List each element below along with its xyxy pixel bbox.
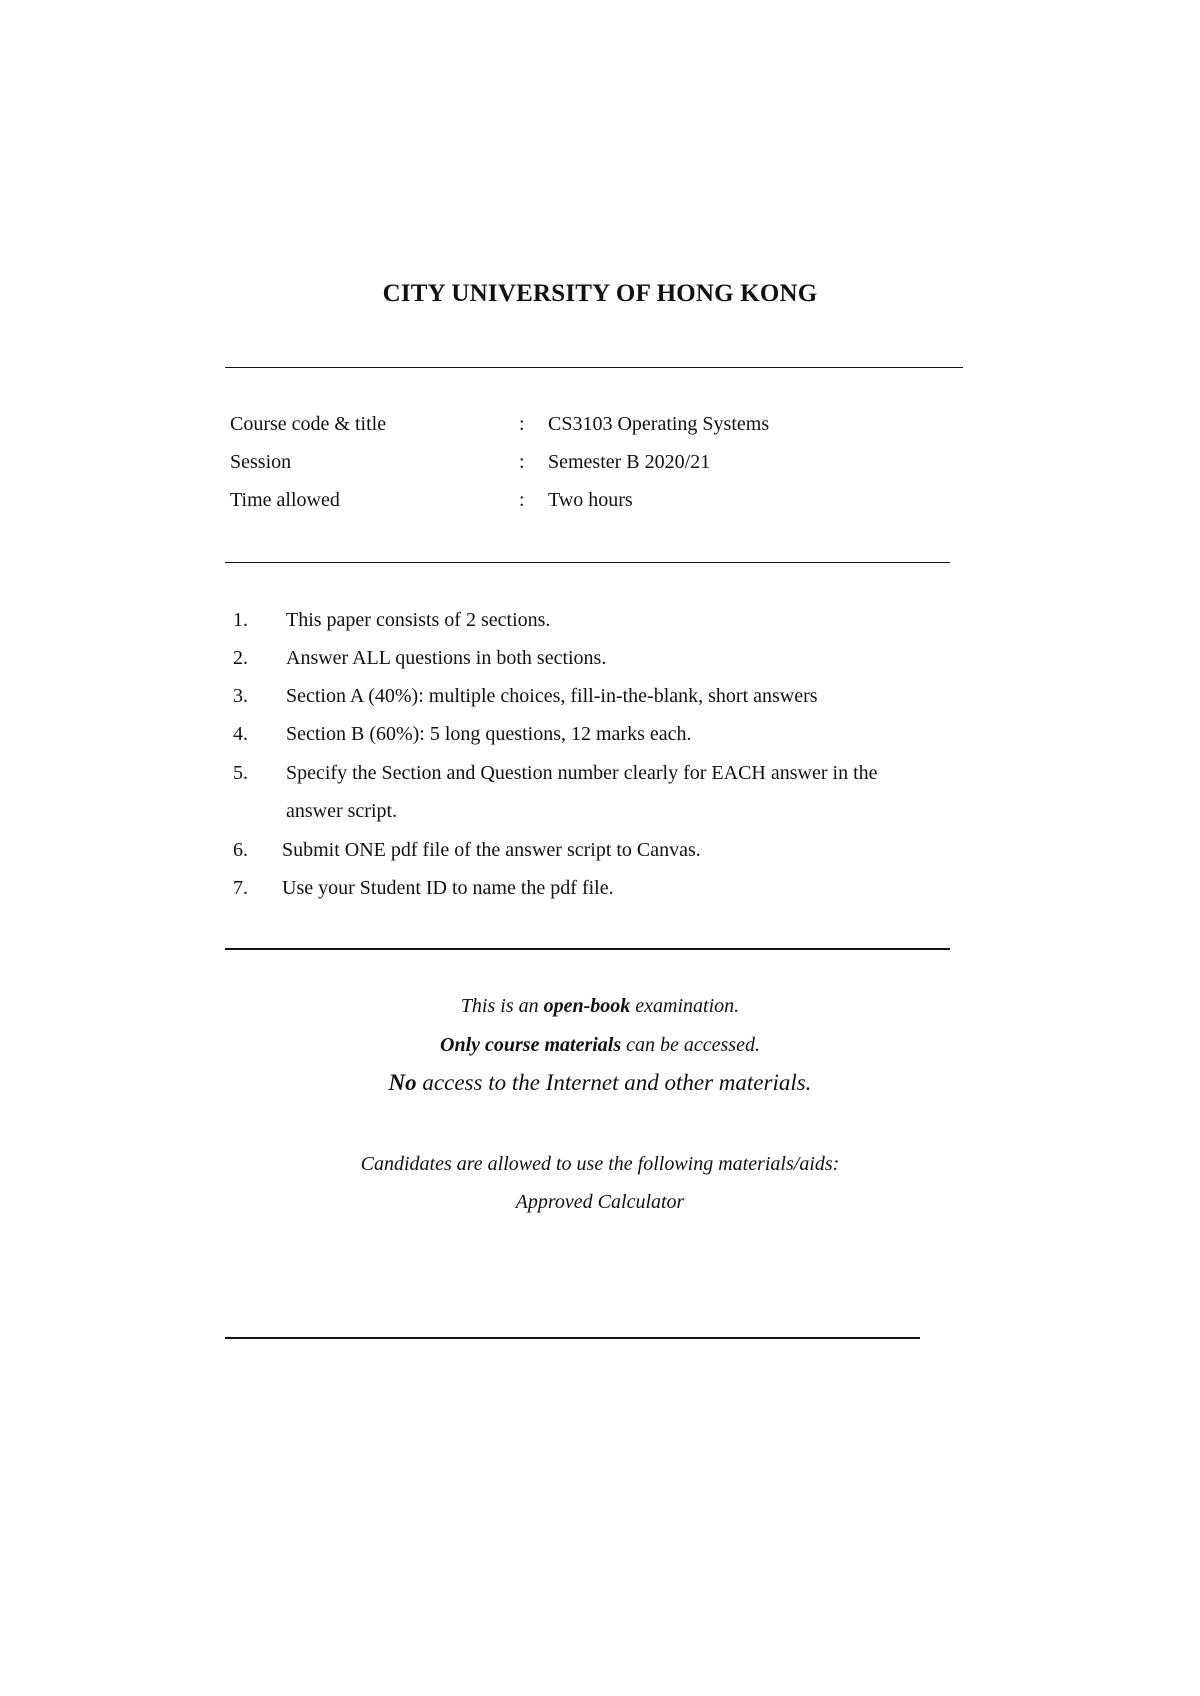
divider-line — [225, 1337, 920, 1339]
notice-text: can be accessed. — [621, 1034, 760, 1056]
notice-emphasis: Only course materials — [440, 1034, 622, 1056]
info-row-time — [0, 485, 1200, 515]
instruction-text: This paper consists of 2 sections. — [286, 609, 551, 631]
info-label: Session — [230, 451, 292, 473]
notice-text: examination. — [630, 995, 740, 1017]
instruction-number: 6. — [233, 839, 248, 861]
info-row-session — [0, 447, 1200, 477]
info-value: CS3103 Operating Systems — [548, 413, 770, 435]
open-book-notice — [0, 991, 1200, 1021]
instruction-text: Submit ONE pdf file of the answer script to Canvas. — [282, 839, 701, 861]
instruction-number: 5. — [233, 762, 248, 784]
notice-emphasis: No — [388, 1070, 417, 1095]
internet-notice — [0, 1068, 1200, 1098]
instruction-number: 2. — [233, 647, 248, 669]
divider-line — [225, 948, 950, 950]
instruction-text: Section A (40%): multiple choices, fill-in-the-blank, short answers — [286, 685, 818, 707]
instruction-number: 3. — [233, 685, 248, 707]
instruction-text: Use your Student ID to name the pdf file. — [282, 877, 614, 899]
info-colon: : — [519, 489, 525, 511]
instruction-text: Section B (60%): 5 long questions, 12 marks each. — [286, 723, 692, 745]
divider-line — [225, 367, 963, 368]
instruction-text: Answer ALL questions in both sections. — [286, 647, 607, 669]
info-colon: : — [519, 413, 525, 435]
instruction-number: 1. — [233, 609, 248, 631]
aids-item: Approved Calculator — [515, 1191, 685, 1213]
divider-line — [225, 562, 950, 563]
instruction-text: Specify the Section and Question number clearly for EACH answer in the — [286, 762, 878, 784]
info-value: Semester B 2020/21 — [548, 451, 711, 473]
notice-emphasis: open-book — [543, 995, 631, 1017]
info-label: Time allowed — [230, 489, 340, 511]
university-title: CITY UNIVERSITY OF HONG KONG — [382, 280, 818, 307]
info-label: Course code & title — [230, 413, 387, 435]
info-colon: : — [519, 451, 525, 473]
notice-text: This is an — [460, 995, 544, 1017]
course-materials-notice — [0, 1030, 1200, 1060]
instruction-text: answer script. — [286, 800, 398, 822]
notice-text: access to the Internet and other materials. — [416, 1070, 812, 1095]
instruction-number: 4. — [233, 723, 248, 745]
info-value: Two hours — [548, 489, 633, 511]
info-row-course — [0, 409, 1200, 439]
aids-intro: Candidates are allowed to use the following materials/aids: — [360, 1153, 840, 1175]
instruction-number: 7. — [233, 877, 248, 899]
